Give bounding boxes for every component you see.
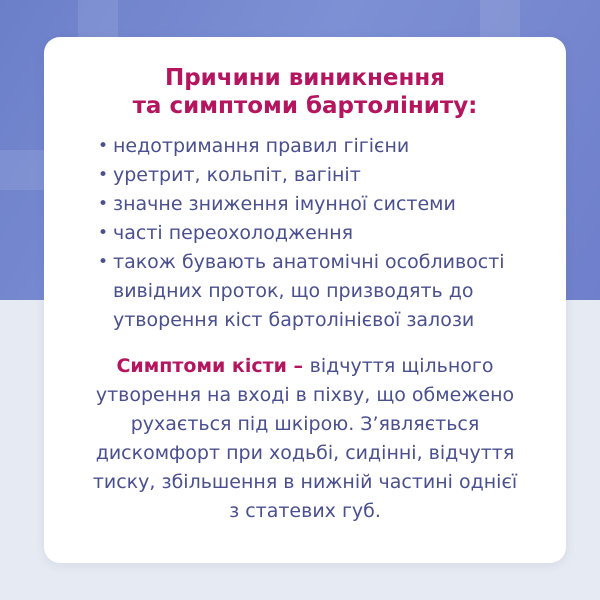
symptoms-text: відчуття щільного утворення на вході в піхву, що обмежено рухається під шкірою. З’являється дискомфорт при ходьбі, сидінні, відчуття тиску, збільшення в нижній частині однієї з статевих губ. (92, 355, 518, 522)
card-title-line-2: та симптоми бартоліниту: (132, 93, 478, 119)
card-title (44, 64, 566, 120)
list-item (98, 219, 523, 248)
list-item-text: уретрит, кольпіт, вагініт (113, 164, 361, 186)
bullet-icon: • (98, 223, 109, 243)
list-item-text: недотримання правил гігієни (113, 135, 410, 157)
list-item (98, 248, 523, 335)
symptoms-paragraph (44, 352, 566, 526)
info-card (44, 37, 566, 563)
bullet-icon: • (98, 136, 109, 156)
card-title-line-1: Причини виникнення (164, 65, 446, 91)
bullet-icon: • (98, 252, 109, 272)
list-item (98, 190, 523, 219)
list-item-text: також бувають анатомічні особливості вивідних проток, що призводять до утворення кіст бартолінієвої залози (113, 251, 505, 331)
bullet-icon: • (98, 165, 109, 185)
list-item (98, 161, 523, 190)
list-item (98, 132, 523, 161)
symptoms-dash: – (286, 355, 310, 377)
causes-list (44, 132, 566, 335)
list-item-text: часті переохолодження (113, 222, 354, 244)
bullet-icon: • (98, 194, 109, 214)
symptoms-heading: Симптоми кісти (116, 355, 287, 377)
list-item-text: значне зниження імунної системи (113, 193, 456, 215)
